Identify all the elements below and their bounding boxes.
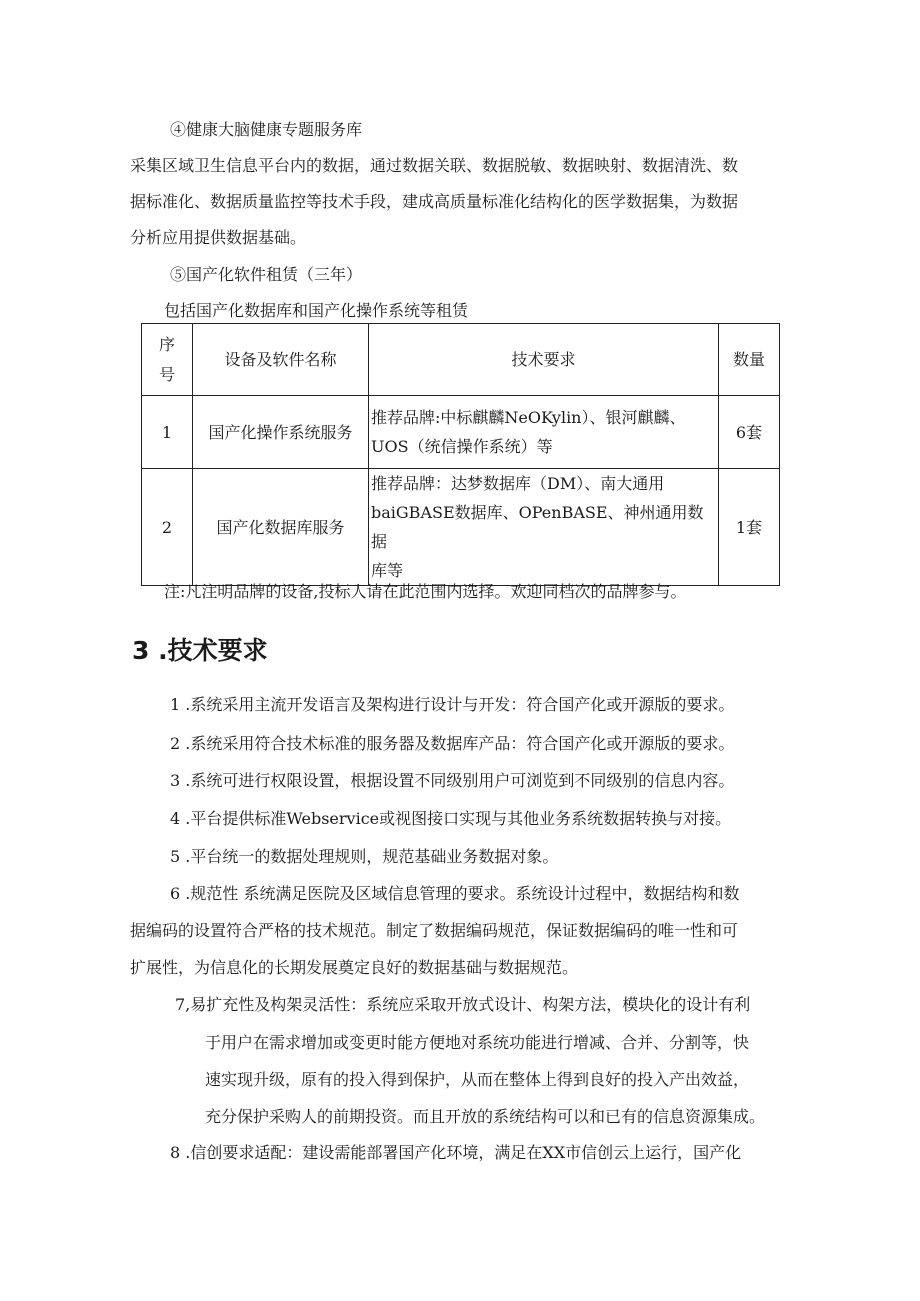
- tech-item-7-line-3: 速实现升级，原有的投入得到保护，从而在整体上得到良好的投入产出效益，: [205, 1070, 750, 1089]
- row-req-line: 推荐品牌：达梦数据库（DM）、南大通用: [371, 474, 665, 493]
- header-name: 设备及软件名称: [193, 324, 369, 396]
- table-row: [142, 469, 780, 586]
- item4-line-1: 采集区域卫生信息平台内的数据，通过数据关联、数据脱敏、数据映射、数据清洗、数: [130, 156, 739, 175]
- row-seq: 1: [142, 396, 193, 469]
- tech-item-6-line-3: 扩展性，为信息化的长期发展奠定良好的数据基础与数据规范。: [130, 958, 579, 977]
- row-req-line: 库等: [371, 561, 404, 580]
- table-row: [142, 396, 780, 469]
- table-note: 注:凡注明品牌的设备,投标人请在此范围内选择。欢迎同档次的品牌参与。: [164, 582, 687, 601]
- row-name: 国产化操作系统服务: [193, 396, 369, 469]
- row-req-line: baiGBASE数据库、OPenBASE、神州通用数据: [371, 503, 704, 551]
- row-req-line: 推荐品牌:中标麒麟NeOKylin）、银河麒麟、: [371, 408, 686, 427]
- header-qty: 数量: [719, 324, 780, 396]
- software-table: [141, 323, 780, 586]
- tech-item-7-line-2: 于用户在需求增加或变更时能方便地对系统功能进行增减、合并、分割等，快: [205, 1033, 750, 1052]
- item4-line-2: 据标准化、数据质量监控等技术手段，建成高质量标准化结构化的医学数据集，为数据: [130, 192, 739, 211]
- item4-title: ④健康大脑健康专题服务库: [170, 120, 363, 139]
- tech-item-1: 1 .系统采用主流开发语言及架构进行设计与开发：符合国产化或开源版的要求。: [170, 695, 735, 714]
- row-name: 国产化数据库服务: [193, 469, 369, 586]
- tech-item-7-line-4: 充分保护采购人的前期投资。而且开放的系统结构可以和已有的信息资源集成。: [205, 1107, 766, 1126]
- row-qty: 1套: [719, 469, 780, 586]
- row-req: [369, 469, 719, 586]
- tech-item-5: 5 .平台统一的数据处理规则，规范基础业务数据对象。: [170, 847, 559, 866]
- row-req: [369, 396, 719, 469]
- tech-item-4: 4 .平台提供标准Webservice或视图接口实现与其他业务系统数据转换与对接。: [170, 809, 732, 828]
- row-req-line: UOS（统信操作系统）等: [371, 437, 553, 456]
- item5-intro: 包括国产化数据库和国产化操作系统等租赁: [164, 301, 469, 320]
- tech-item-3: 3 .系统可进行权限设置，根据设置不同级别用户可浏览到不同级别的信息内容。: [170, 771, 735, 790]
- item4-line-3: 分析应用提供数据基础。: [130, 228, 307, 247]
- header-req: 技术要求: [369, 324, 719, 396]
- table-header-row: [142, 324, 780, 396]
- header-seq: 序号: [142, 324, 193, 396]
- tech-item-6-line-1: 6 .规范性 系统满足医院及区域信息管理的要求。系统设计过程中，数据结构和数: [170, 884, 740, 903]
- row-seq: 2: [142, 469, 193, 586]
- tech-item-8: 8 .信创要求适配：建设需能部署国产化环境，满足在XX市信创云上运行，国产化: [170, 1143, 742, 1162]
- section-heading: 3 .技术要求: [132, 636, 268, 665]
- item5-title: ⑤国产化软件租赁（三年）: [170, 265, 363, 284]
- tech-item-7-line-1: 7,易扩充性及构架灵活性：系统应采取开放式设计、构架方法，模块化的设计有利: [175, 995, 751, 1014]
- row-qty: 6套: [719, 396, 780, 469]
- tech-item-2: 2 .系统采用符合技术标准的服务器及数据库产品：符合国产化或开源版的要求。: [170, 734, 735, 753]
- tech-item-6-line-2: 据编码的设置符合严格的技术规范。制定了数据编码规范，保证数据编码的唯一性和可: [130, 921, 739, 940]
